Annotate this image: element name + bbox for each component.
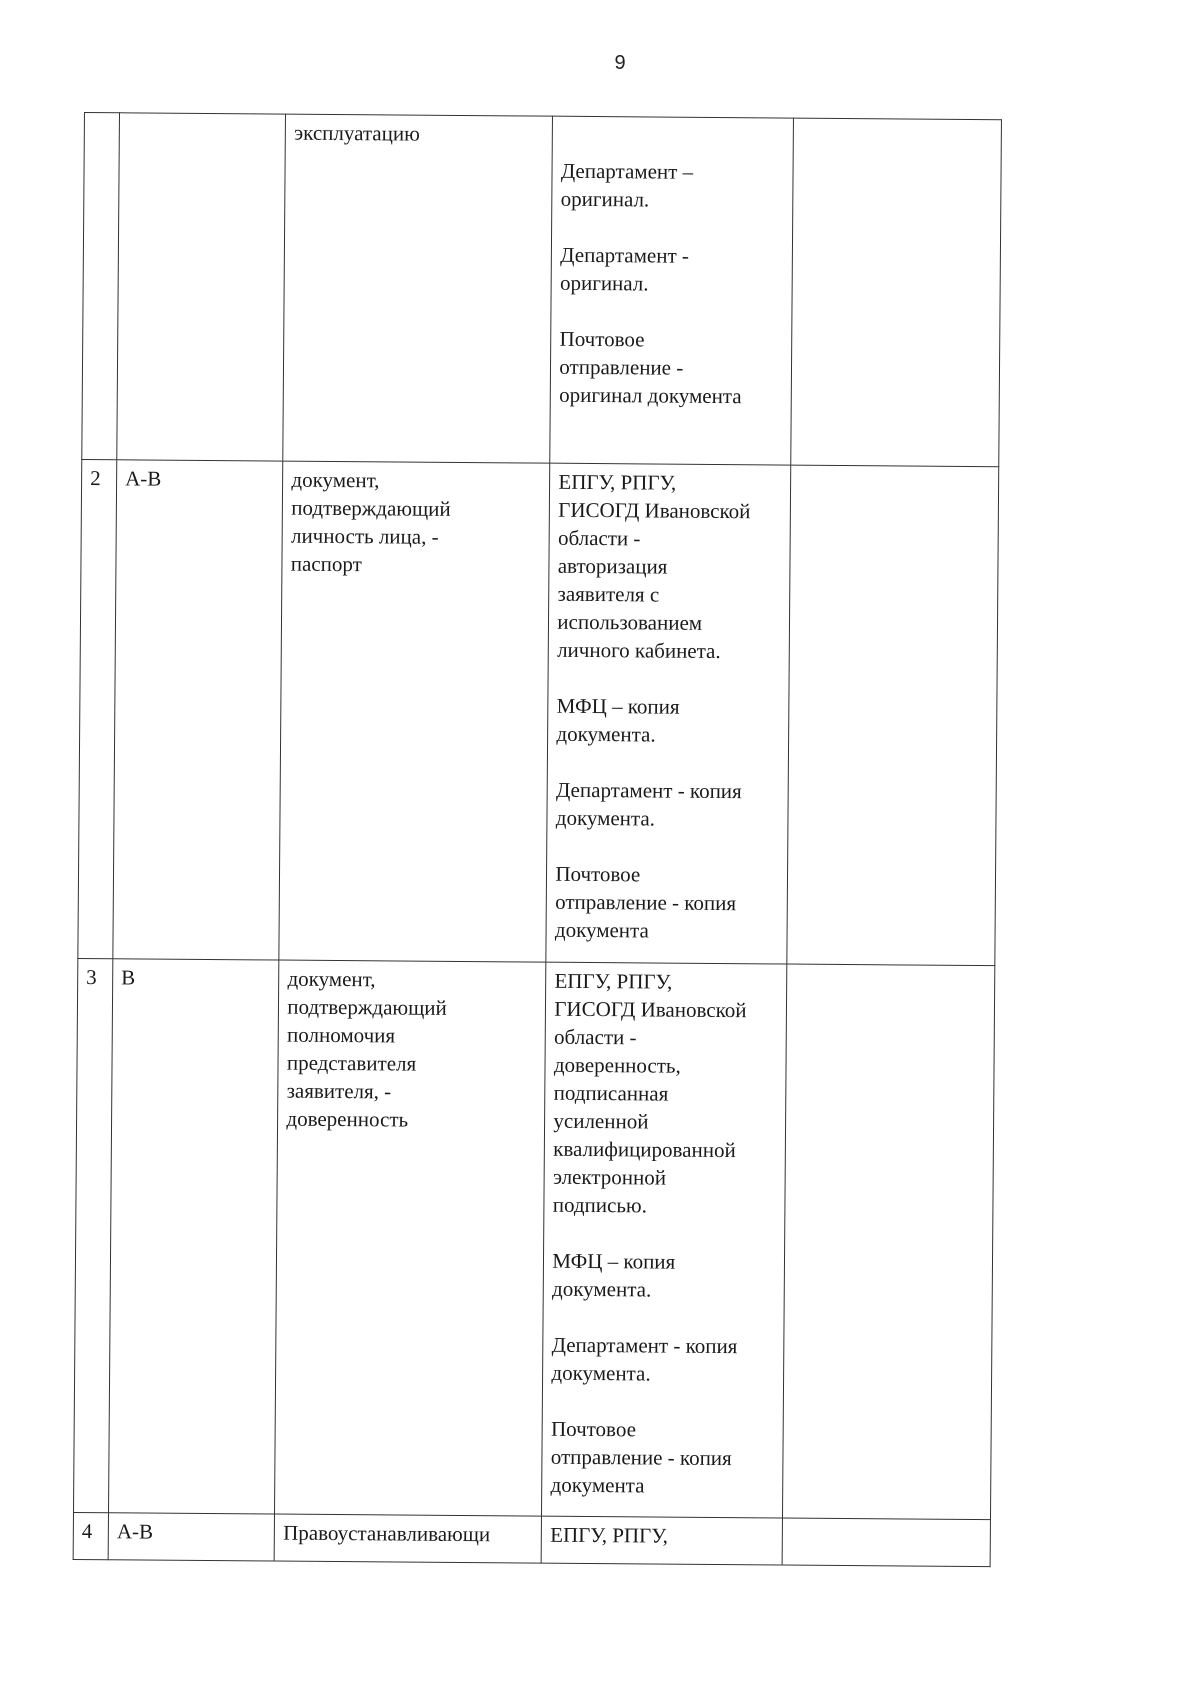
applicant-category-cell: А-В [113, 460, 283, 960]
document-name-cell [274, 1514, 541, 1563]
submission-method: ЕПГУ, РПГУ, ГИСОГД Ивановской области - авторизация заявителя с использованием личного кабинета. [557, 469, 751, 664]
submission-method: Почтовое отправление - копия документа [554, 861, 737, 943]
document-name-cell [279, 461, 550, 962]
submission-method-cell [546, 463, 791, 964]
row-number-cell: 3 [74, 958, 113, 1512]
table-row [74, 958, 995, 1519]
page-number: 9 [614, 52, 626, 74]
submission-method-cell [550, 116, 793, 465]
table-row [78, 459, 999, 965]
table-row [73, 1512, 990, 1566]
document-name: документ, подтверждающий полномочия представителя заявителя, - доверенность [286, 966, 447, 1132]
row-number-cell [82, 113, 120, 460]
submission-method-cell [542, 962, 787, 1518]
submission-method: Почтовое отправление - оригинал документа [559, 326, 742, 409]
submission-method: Почтовое отправление - копия документа [550, 1416, 732, 1498]
document-name: эксплуатацию [294, 120, 420, 146]
submission-method: МФЦ – копия документа. [556, 693, 680, 747]
submission-method: ЕПГУ, РПГУ, [550, 1522, 669, 1548]
documents-table [73, 112, 1002, 1567]
applicant-category-cell: А-В [108, 1513, 275, 1561]
document-name-cell [283, 114, 553, 463]
document-name: документ, подтверждающий личность лица, - паспорт [290, 467, 451, 577]
applicant-category-cell: В [109, 959, 280, 1514]
applicant-category-cell [117, 113, 286, 461]
note-cell [787, 465, 999, 966]
note-cell [791, 118, 1002, 467]
note-cell [783, 964, 995, 1520]
document-name-cell [275, 960, 546, 1516]
submission-method: Департамент – оригинал. [560, 158, 694, 212]
submission-method: ЕПГУ, РПГУ, ГИСОГД Ивановской области - доверенность, подписанная усиленной квалифицированной электронной подписью. [552, 968, 747, 1218]
submission-method: Департамент - копия документа. [551, 1332, 738, 1386]
document-name: Правоустанавливающи [283, 1520, 491, 1547]
submission-method: МФЦ – копия документа. [552, 1248, 676, 1302]
submission-method: Департамент - копия документа. [555, 777, 742, 831]
table-row [82, 113, 1002, 467]
note-cell [782, 1518, 990, 1567]
row-number-cell: 2 [78, 459, 117, 958]
submission-method-cell [541, 1516, 782, 1565]
submission-method: Департамент - оригинал. [559, 242, 690, 296]
row-number-cell: 4 [73, 1512, 108, 1559]
